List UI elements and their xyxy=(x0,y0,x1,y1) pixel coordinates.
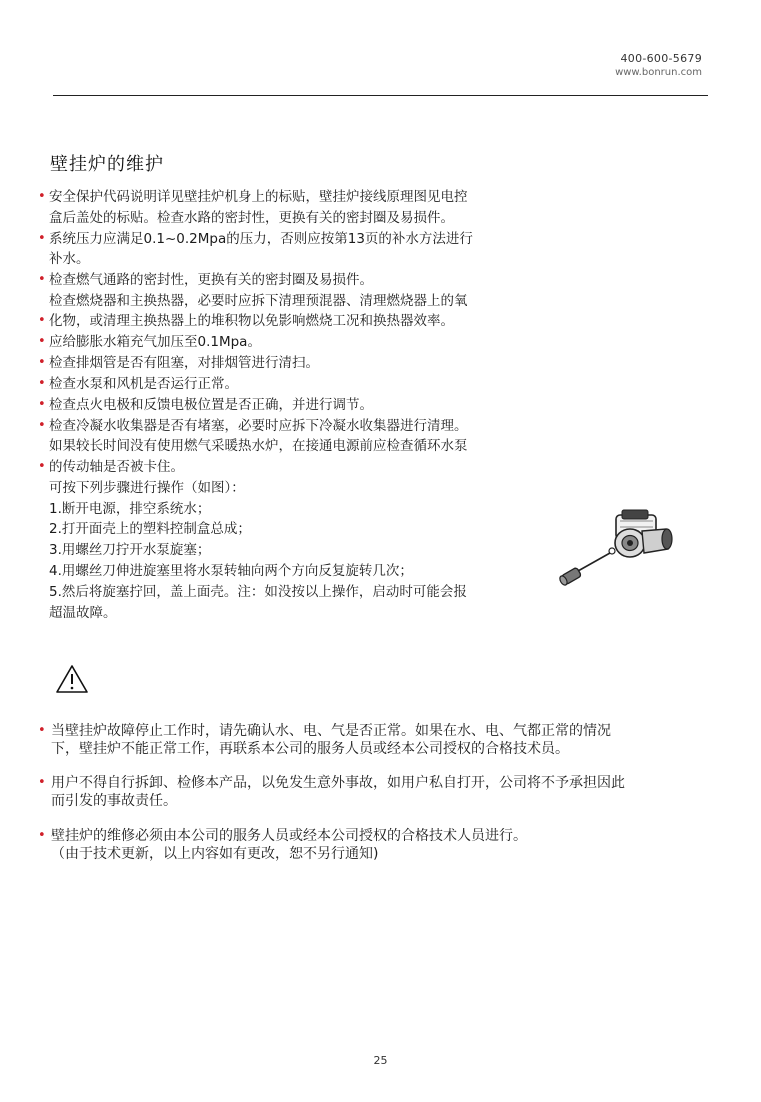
maintenance-line: 检查点火电极和反馈电极位置是否正确，并进行调节。 xyxy=(49,397,373,413)
section-title: 壁挂炉的维护 xyxy=(50,154,164,175)
maintenance-line: 可按下列步骤进行操作（如图）： xyxy=(49,480,245,496)
bullet: • xyxy=(38,775,46,790)
maintenance-line: 化物，或清理主换热器上的堆积物以免影响燃烧工况和换热器效率。 xyxy=(49,313,454,329)
header-website: www.bonrun.com xyxy=(615,67,702,78)
bullet: • xyxy=(38,723,46,738)
maintenance-line: 检查冷凝水收集器是否有堵塞，必要时应拆下冷凝水收集器进行清理。 xyxy=(49,418,468,434)
header-phone: 400-600-5679 xyxy=(620,52,702,65)
bullet: • xyxy=(38,418,46,433)
warning-line: 用户不得自行拆卸、检修本产品，以免发生意外事故，如用户私自打开，公司将不予承担因此 xyxy=(51,775,625,791)
maintenance-line: 超温故障。 xyxy=(49,605,117,621)
maintenance-line: 1.断开电源，排空系统水； xyxy=(49,501,211,517)
circulation-pump-illustration xyxy=(558,503,676,598)
maintenance-line: 4.用螺丝刀伸进旋塞里将水泵转轴向两个方向反复旋转几次； xyxy=(49,563,413,579)
header-rule xyxy=(53,95,708,96)
maintenance-line: 的传动轴是否被卡住。 xyxy=(49,459,184,475)
maintenance-line: 安全保护代码说明详见壁挂炉机身上的标贴，壁挂炉接线原理图见电控 xyxy=(49,189,468,205)
maintenance-line: 5.然后将旋塞拧回，盖上面壳。注：如没按以上操作，启动时可能会报 xyxy=(49,584,467,600)
warning-line: 下，壁挂炉不能正常工作，再联系本公司的服务人员或经本公司授权的合格技术员。 xyxy=(51,741,569,757)
maintenance-line: 检查排烟管是否有阻塞，对排烟管进行清扫。 xyxy=(49,355,319,371)
warning-line: （由于技术更新，以上内容如有更改，恕不另行通知) xyxy=(51,846,379,862)
bullet: • xyxy=(38,397,46,412)
maintenance-line: 应给膨胀水箱充气加压至0.1Mpa。 xyxy=(49,334,261,350)
warning-triangle-icon xyxy=(55,664,89,694)
bullet: • xyxy=(38,459,46,474)
maintenance-line: 2.打开面壳上的塑料控制盒总成； xyxy=(49,521,251,537)
bullet: • xyxy=(38,189,46,204)
bullet: • xyxy=(38,355,46,370)
bullet: • xyxy=(38,272,46,287)
bullet: • xyxy=(38,231,46,246)
warning-line: 当壁挂炉故障停止工作时，请先确认水、电、气是否正常。如果在水、电、气都正常的情况 xyxy=(51,723,611,739)
maintenance-line: 如果较长时间没有使用燃气采暖热水炉，在接通电源前应检查循环水泵 xyxy=(49,438,468,454)
bullet: • xyxy=(38,376,46,391)
bullet: • xyxy=(38,334,46,349)
maintenance-line: 检查燃烧器和主换热器，必要时应拆下清理预混器、清理燃烧器上的氧 xyxy=(49,293,468,309)
maintenance-line: 盒后盖处的标贴。检查水路的密封性，更换有关的密封圈及易损件。 xyxy=(49,210,454,226)
maintenance-line: 系统压力应满足0.1~0.2Mpa的压力，否则应按第13页的补水方法进行 xyxy=(49,231,473,247)
maintenance-line: 3.用螺丝刀拧开水泵旋塞； xyxy=(49,542,211,558)
warning-line: 而引发的事故责任。 xyxy=(51,793,177,809)
page-number: 25 xyxy=(373,1054,388,1067)
bullet: • xyxy=(38,313,46,328)
bullet: • xyxy=(38,828,46,843)
warning-line: 壁挂炉的维修必须由本公司的服务人员或经本公司授权的合格技术人员进行。 xyxy=(51,828,527,844)
maintenance-line: 补水。 xyxy=(49,251,90,267)
maintenance-line: 检查水泵和风机是否运行正常。 xyxy=(49,376,238,392)
maintenance-line: 检查燃气通路的密封性，更换有关的密封圈及易损件。 xyxy=(49,272,373,288)
